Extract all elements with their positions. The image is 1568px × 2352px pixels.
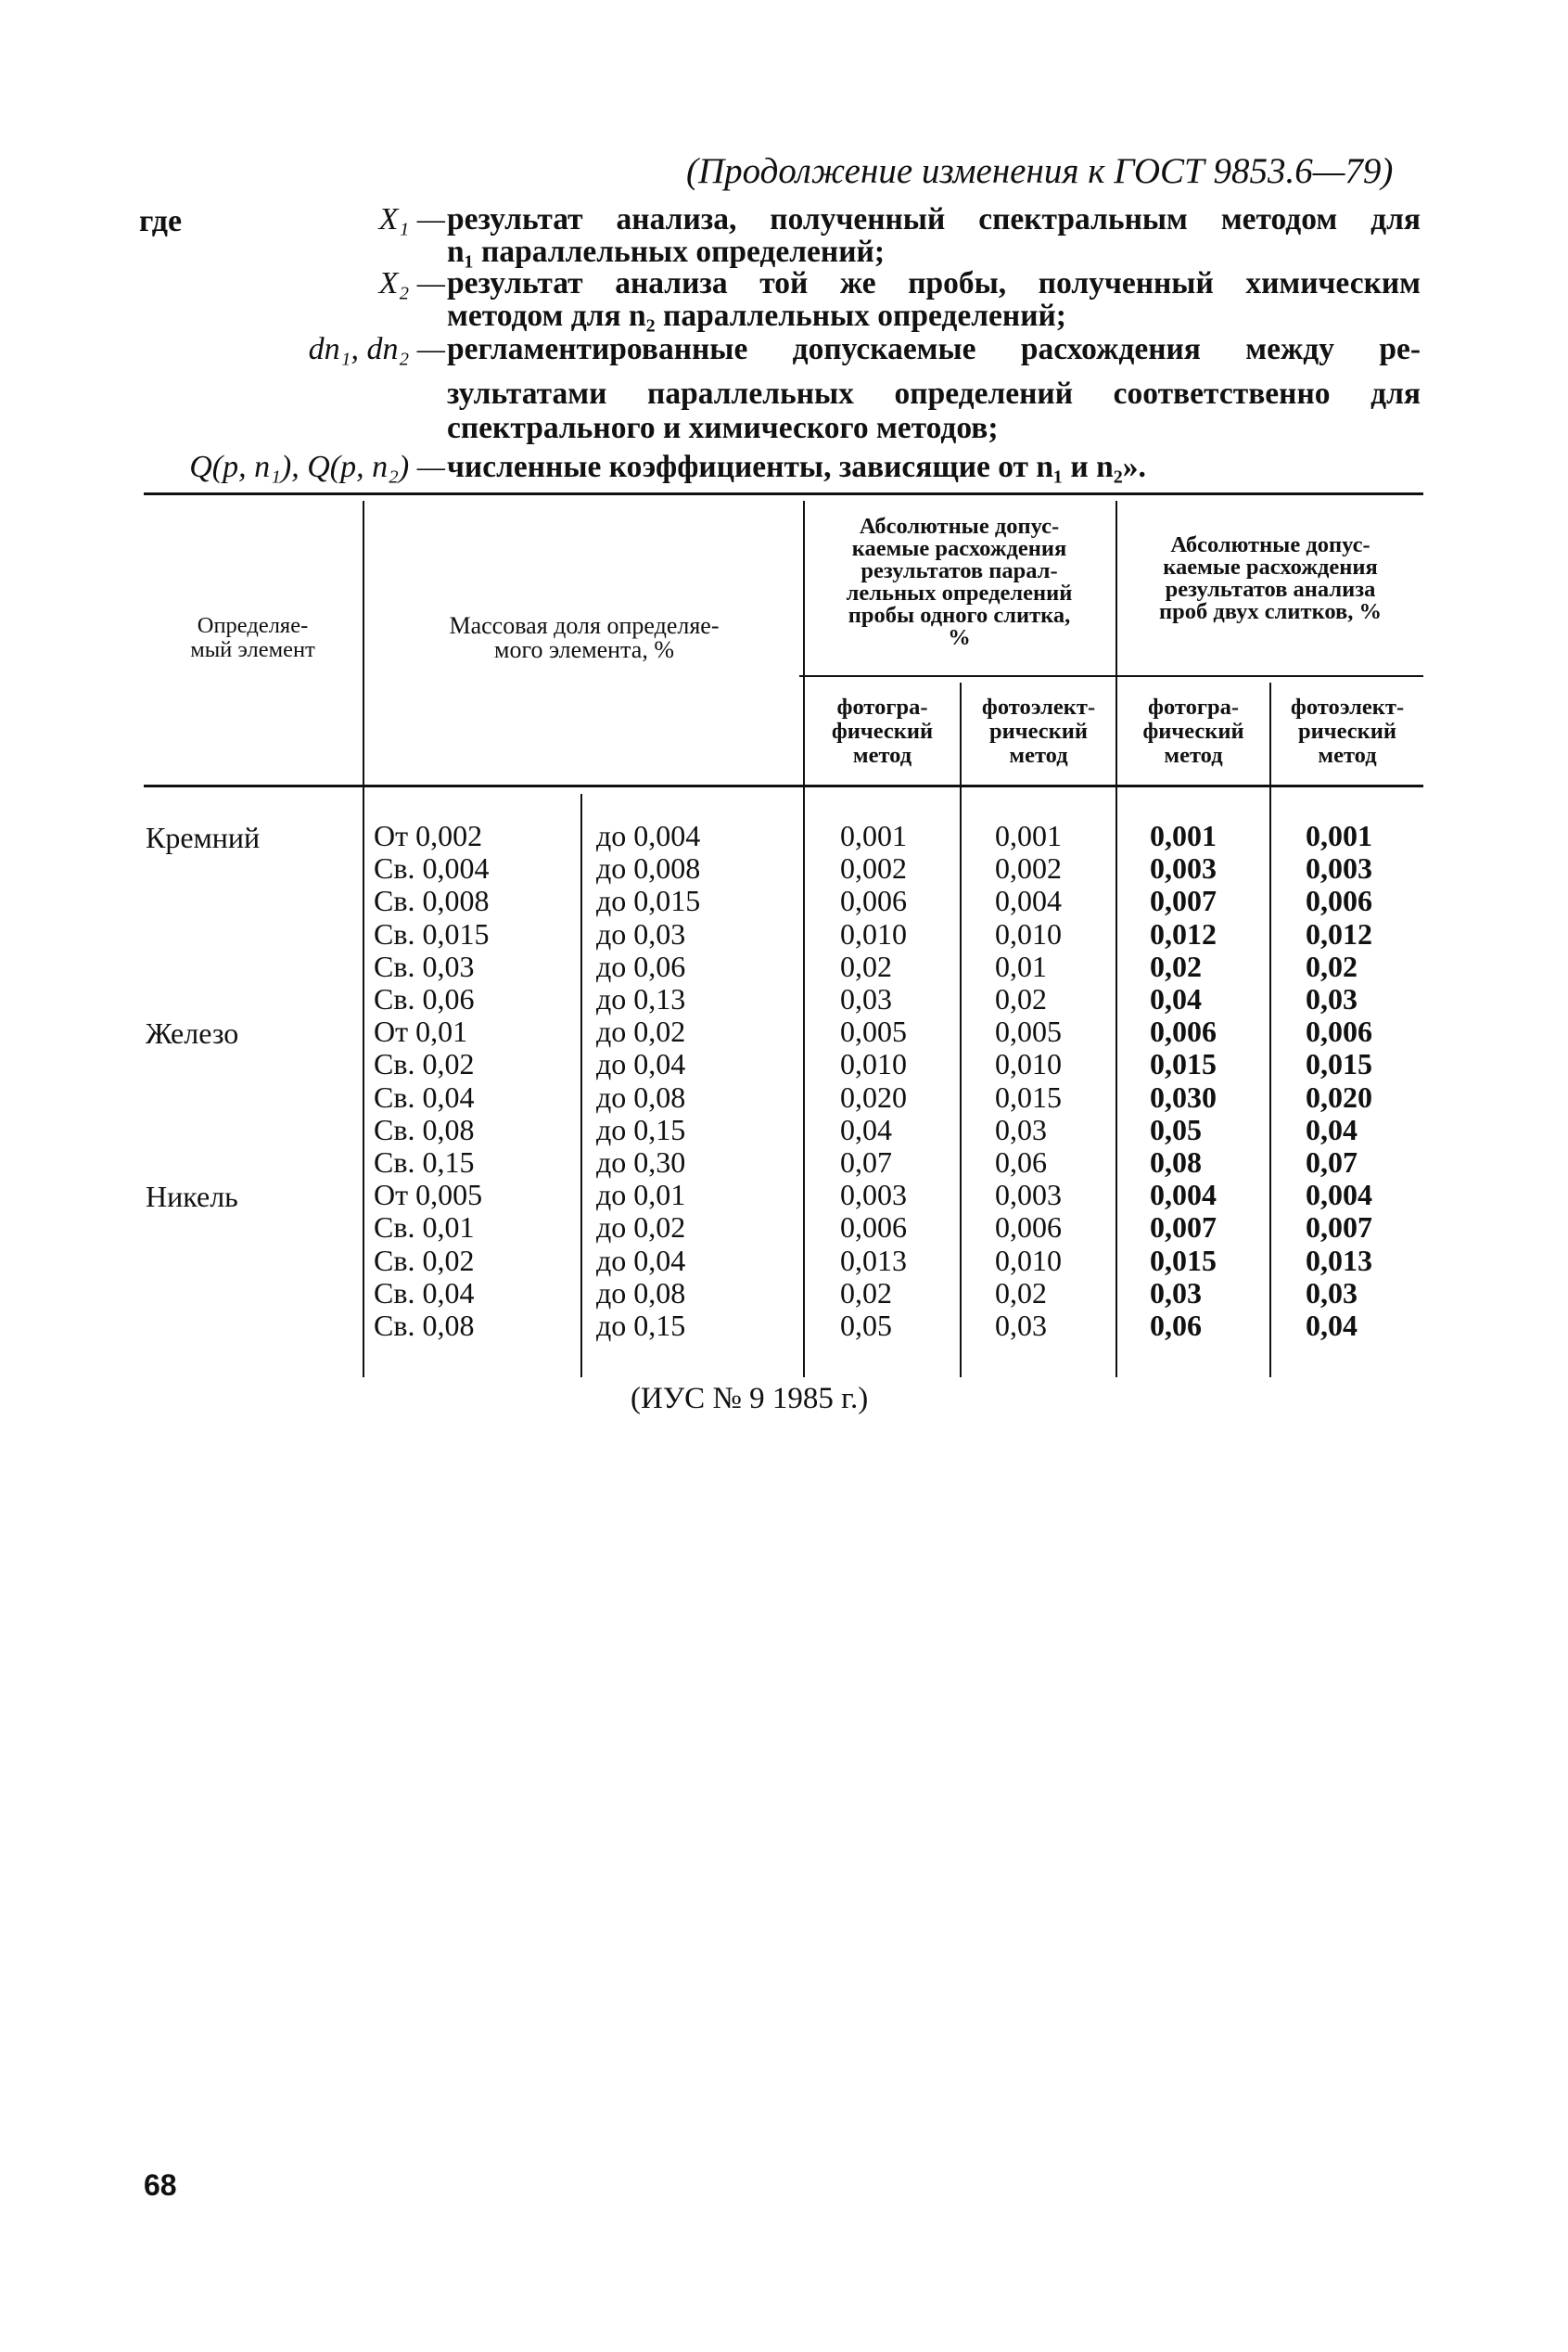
table-cell: 0,007 bbox=[1306, 1210, 1372, 1245]
header-photographic-2: фотогра- фический метод bbox=[1142, 695, 1244, 768]
table-cell: 0,03 bbox=[995, 1112, 1047, 1146]
header-mass-fraction: Массовая доля определяе- мого элемента, % bbox=[449, 612, 720, 663]
table-cell: 0,002 bbox=[840, 851, 907, 886]
table-cell: 0,003 bbox=[840, 1178, 907, 1212]
table-cell: Св. 0,02 bbox=[374, 1047, 475, 1081]
table-cell: 0,006 bbox=[1306, 884, 1372, 918]
table-top-rule bbox=[144, 492, 1423, 495]
table-cell: 0,006 bbox=[995, 1210, 1062, 1245]
legend-symbol: Q(p, n₁), Q(p, n₂) — bbox=[189, 450, 445, 484]
table-cell: до 0,15 bbox=[596, 1112, 686, 1146]
table-cell: 0,004 bbox=[1150, 1178, 1217, 1212]
legend-text: результат анализа той же пробы, полученный химическим bbox=[447, 266, 1421, 300]
table-cell: 0,020 bbox=[1306, 1080, 1372, 1114]
table-cell: Св. 0,004 bbox=[374, 851, 490, 886]
table-cell: 0,012 bbox=[1306, 916, 1372, 951]
table-cell: 0,04 bbox=[1306, 1309, 1358, 1343]
table-cell: 0,003 bbox=[1150, 851, 1217, 886]
table-cell: 0,05 bbox=[1150, 1112, 1202, 1146]
table-cell: 0,007 bbox=[1150, 1210, 1217, 1245]
table-cell: 0,010 bbox=[995, 1243, 1062, 1277]
legend-symbol: X₁ — bbox=[378, 202, 445, 236]
table-cell: до 0,015 bbox=[596, 884, 701, 918]
legend-text: спектрального и химического методов; bbox=[447, 411, 999, 445]
table-cell: 0,004 bbox=[995, 884, 1062, 918]
table-cell: 0,006 bbox=[1306, 1015, 1372, 1049]
table-cell: 0,04 bbox=[1306, 1112, 1358, 1146]
table-cell: Св. 0,04 bbox=[374, 1275, 475, 1310]
column-mass-from bbox=[374, 820, 489, 1342]
element-nickel: Никель bbox=[146, 1180, 238, 1213]
header-photoelectric-1: фотоэлект- рический метод bbox=[981, 695, 1096, 768]
table-cell: до 0,08 bbox=[596, 1275, 686, 1310]
table-cell: 0,006 bbox=[840, 884, 907, 918]
table-cell: 0,02 bbox=[840, 1275, 892, 1310]
table-cell: 0,030 bbox=[1150, 1080, 1217, 1114]
table-cell: 0,010 bbox=[840, 1047, 907, 1081]
legend-text: зультатами параллельных определений соответственно для bbox=[447, 377, 1421, 411]
table-cell: 0,007 bbox=[1150, 884, 1217, 918]
table-cell: 0,03 bbox=[995, 1309, 1047, 1343]
column-g2-photographic bbox=[1150, 820, 1217, 1342]
table-cell: 0,005 bbox=[840, 1015, 907, 1049]
table-cell: 0,006 bbox=[1150, 1015, 1217, 1049]
table-cell: 0,05 bbox=[840, 1309, 892, 1343]
table-cell: Св. 0,015 bbox=[374, 916, 490, 951]
table-cell: Св. 0,03 bbox=[374, 949, 475, 983]
table-cell: 0,010 bbox=[995, 916, 1062, 951]
table-cell: Св. 0,15 bbox=[374, 1145, 475, 1180]
table-cell: 0,02 bbox=[995, 1275, 1047, 1310]
table-cell: 0,001 bbox=[840, 819, 907, 852]
table-cell: 0,006 bbox=[840, 1210, 907, 1245]
table-cell: до 0,008 bbox=[596, 851, 701, 886]
column-divider bbox=[363, 501, 364, 1377]
table-cell: 0,004 bbox=[1306, 1178, 1372, 1212]
legend-symbol: X₂ — bbox=[378, 266, 445, 300]
table-cell: до 0,30 bbox=[596, 1145, 686, 1180]
table-cell: 0,02 bbox=[995, 982, 1047, 1016]
header-group-one-ingot: Абсолютные допус- каемые расхождения результатов парал- лельных определений пробы одного слитка, % bbox=[846, 514, 1073, 650]
column-divider bbox=[580, 794, 582, 1377]
table-cell: Св. 0,08 bbox=[374, 1112, 475, 1146]
table-cell: 0,001 bbox=[1306, 819, 1372, 852]
table-cell: 0,02 bbox=[840, 949, 892, 983]
column-g1-photographic bbox=[840, 820, 907, 1342]
legend-text: численные коэффициенты, зависящие от n₁ и n₂». bbox=[447, 450, 1146, 484]
table-cell: От 0,002 bbox=[374, 819, 483, 852]
table-cell: 0,07 bbox=[840, 1145, 892, 1180]
table-cell: 0,015 bbox=[1150, 1047, 1217, 1081]
table-cell: 0,001 bbox=[995, 819, 1062, 852]
table-cell: 0,08 bbox=[1150, 1145, 1202, 1180]
source-reference: (ИУС № 9 1985 г.) bbox=[631, 1382, 869, 1415]
table-cell: 0,03 bbox=[1306, 1275, 1358, 1310]
table-cell: 0,015 bbox=[995, 1080, 1062, 1114]
table-cell: Св. 0,08 bbox=[374, 1309, 475, 1343]
table-cell: до 0,08 bbox=[596, 1080, 686, 1114]
table-cell: 0,03 bbox=[840, 982, 892, 1016]
table-cell: 0,012 bbox=[1150, 916, 1217, 951]
continuation-header: (Продолжение изменения к ГОСТ 9853.6—79) bbox=[686, 151, 1394, 191]
header-group-two-ingots: Абсолютные допус- каемые расхождения результатов анализа проб двух слитков, % bbox=[1159, 532, 1382, 624]
table-cell: 0,06 bbox=[995, 1145, 1047, 1180]
table-cell: 0,013 bbox=[1306, 1243, 1372, 1277]
table-cell: до 0,004 bbox=[596, 819, 701, 852]
table-cell: 0,04 bbox=[1150, 982, 1202, 1016]
legend-symbol: dn₁, dn₂ — bbox=[308, 332, 445, 366]
table-cell: 0,003 bbox=[995, 1178, 1062, 1212]
column-mass-to bbox=[596, 820, 700, 1342]
legend-text: регламентированные допускаемые расхождения между ре- bbox=[447, 332, 1421, 366]
table-cell: 0,001 bbox=[1150, 819, 1217, 852]
column-divider bbox=[1269, 683, 1271, 1377]
table-cell: От 0,01 bbox=[374, 1015, 468, 1049]
legend-text: n₁ параллельных определений; bbox=[447, 235, 885, 269]
table-cell: 0,020 bbox=[840, 1080, 907, 1114]
table-cell: 0,06 bbox=[1150, 1309, 1202, 1343]
element-silicon: Кремний bbox=[146, 821, 261, 854]
column-g1-photoelectric bbox=[995, 820, 1062, 1342]
where-label: где bbox=[139, 204, 183, 238]
table-subheader-rule bbox=[799, 675, 1423, 677]
table-cell: Св. 0,04 bbox=[374, 1080, 475, 1114]
table-cell: до 0,01 bbox=[596, 1178, 686, 1212]
table-cell: 0,015 bbox=[1306, 1047, 1372, 1081]
header-photoelectric-2: фотоэлект- рический метод bbox=[1290, 695, 1405, 768]
table-header-rule bbox=[144, 785, 1423, 787]
table-cell: Св. 0,02 bbox=[374, 1243, 475, 1277]
table-cell: 0,002 bbox=[995, 851, 1062, 886]
table-cell: 0,07 bbox=[1306, 1145, 1358, 1180]
legend-text: методом для n₂ параллельных определений; bbox=[447, 299, 1066, 333]
table-cell: до 0,02 bbox=[596, 1210, 686, 1245]
table-cell: до 0,06 bbox=[596, 949, 686, 983]
table-cell: 0,003 bbox=[1306, 851, 1372, 886]
table-cell: 0,005 bbox=[995, 1015, 1062, 1049]
column-g2-photoelectric bbox=[1306, 820, 1372, 1342]
table-cell: 0,03 bbox=[1150, 1275, 1202, 1310]
table-cell: 0,010 bbox=[995, 1047, 1062, 1081]
page-number: 68 bbox=[144, 2168, 177, 2202]
table-cell: до 0,04 bbox=[596, 1243, 686, 1277]
table-cell: до 0,04 bbox=[596, 1047, 686, 1081]
table-cell: 0,01 bbox=[995, 949, 1047, 983]
table-cell: 0,02 bbox=[1306, 949, 1358, 983]
header-photographic-1: фотогра- фический метод bbox=[831, 695, 934, 768]
table-cell: до 0,03 bbox=[596, 916, 686, 951]
element-iron: Железо bbox=[146, 1016, 239, 1050]
column-divider bbox=[1115, 501, 1117, 1377]
table-cell: до 0,15 bbox=[596, 1309, 686, 1343]
legend-text: результат анализа, полученный спектральным методом для bbox=[447, 202, 1421, 236]
header-element: Определяе- мый элемент bbox=[190, 613, 315, 662]
column-divider bbox=[960, 683, 962, 1377]
table-cell: Св. 0,008 bbox=[374, 884, 490, 918]
table-cell: 0,04 bbox=[840, 1112, 892, 1146]
table-cell: до 0,02 bbox=[596, 1015, 686, 1049]
table-cell: От 0,005 bbox=[374, 1178, 483, 1212]
table-cell: 0,010 bbox=[840, 916, 907, 951]
table-cell: 0,03 bbox=[1306, 982, 1358, 1016]
table-cell: Св. 0,06 bbox=[374, 982, 475, 1016]
table-cell: 0,02 bbox=[1150, 949, 1202, 983]
table-cell: 0,015 bbox=[1150, 1243, 1217, 1277]
table-cell: до 0,13 bbox=[596, 982, 686, 1016]
table-cell: 0,013 bbox=[840, 1243, 907, 1277]
table-cell: Св. 0,01 bbox=[374, 1210, 475, 1245]
